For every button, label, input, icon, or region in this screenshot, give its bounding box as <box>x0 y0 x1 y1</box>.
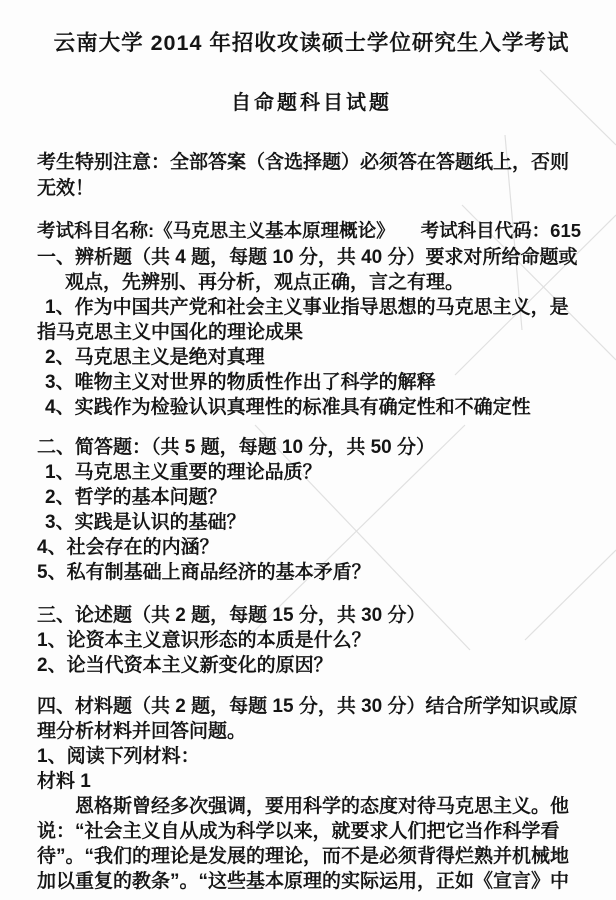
question-item: 3、唯物主义对世界的物质性作出了科学的解释 <box>45 372 436 393</box>
question-item: 1、论资本主义意识形态的本质是什么？ <box>37 630 371 651</box>
question-item: 2、哲学的基本问题？ <box>45 487 227 508</box>
page-title: 云南大学 2014 年招收攻读硕士学位研究生入学考试 <box>53 31 570 55</box>
subject-code: 考试科目代码：615 <box>420 220 582 241</box>
section-heading: 三、论述题（共 2 题，每题 15 分，共 30 分） <box>37 605 426 626</box>
section-essay-questions <box>37 603 586 678</box>
question-item: 1、作为中国共产党和社会主义事业指导思想的马克思主义，是指马克思主义中国化的理论成果 <box>37 297 569 343</box>
section-material-questions <box>37 694 586 894</box>
section-heading: 二、简答题：（共 5 题，每题 10 分，共 50 分） <box>37 437 436 458</box>
section-heading: 四、材料题（共 2 题，每题 15 分，共 30 分）结合所学知识或原理分析材料并回答问题。 <box>37 696 578 742</box>
section-heading: 一、辨析题（共 4 题，每题 10 分，共 40 分）要求对所给命题或观点，先辨别、再分析，观点正确，言之有理。 <box>37 247 578 293</box>
subject-name: 考试科目名称:《马克思主义基本原理概论》 <box>37 220 395 241</box>
section-short-answer-questions <box>37 435 586 585</box>
question-item: 4、社会存在的内涵？ <box>37 537 219 558</box>
question-item: 4、实践作为检验认识真理性的标准具有确定性和不确定性 <box>45 397 531 418</box>
candidate-notice: 考生特别注意：全部答案（含选择题）必须答在答题纸上，否则无效！ <box>37 152 570 199</box>
section-discrimination-questions <box>37 245 586 420</box>
material-label: 材料 1 <box>37 771 91 792</box>
page-subtitle: 自命题科目试题 <box>231 92 392 114</box>
question-item: 2、马克思主义是绝对真理 <box>45 347 265 368</box>
question-item: 5、私有制基础上商品经济的基本矛盾？ <box>37 562 371 583</box>
question-item: 2、论当代资本主义新变化的原因？ <box>37 655 333 676</box>
question-item: 1、马克思主义重要的理论品质？ <box>45 462 322 483</box>
material-paragraph: 恩格斯曾经多次强调，要用科学的态度对待马克思主义。他说：“社会主义自从成为科学以来，就要求人们把它当作科学看待”。“我们的理论是发展的理论，而不是必须背得烂熟并机械地加以重复的教条”。“这些基本原理的实际运用，正如《宣言》中 <box>37 796 570 892</box>
subject-info-line <box>37 218 586 243</box>
question-item: 1、阅读下列材料： <box>37 746 200 767</box>
question-item: 3、实践是认识的基础？ <box>45 512 246 533</box>
